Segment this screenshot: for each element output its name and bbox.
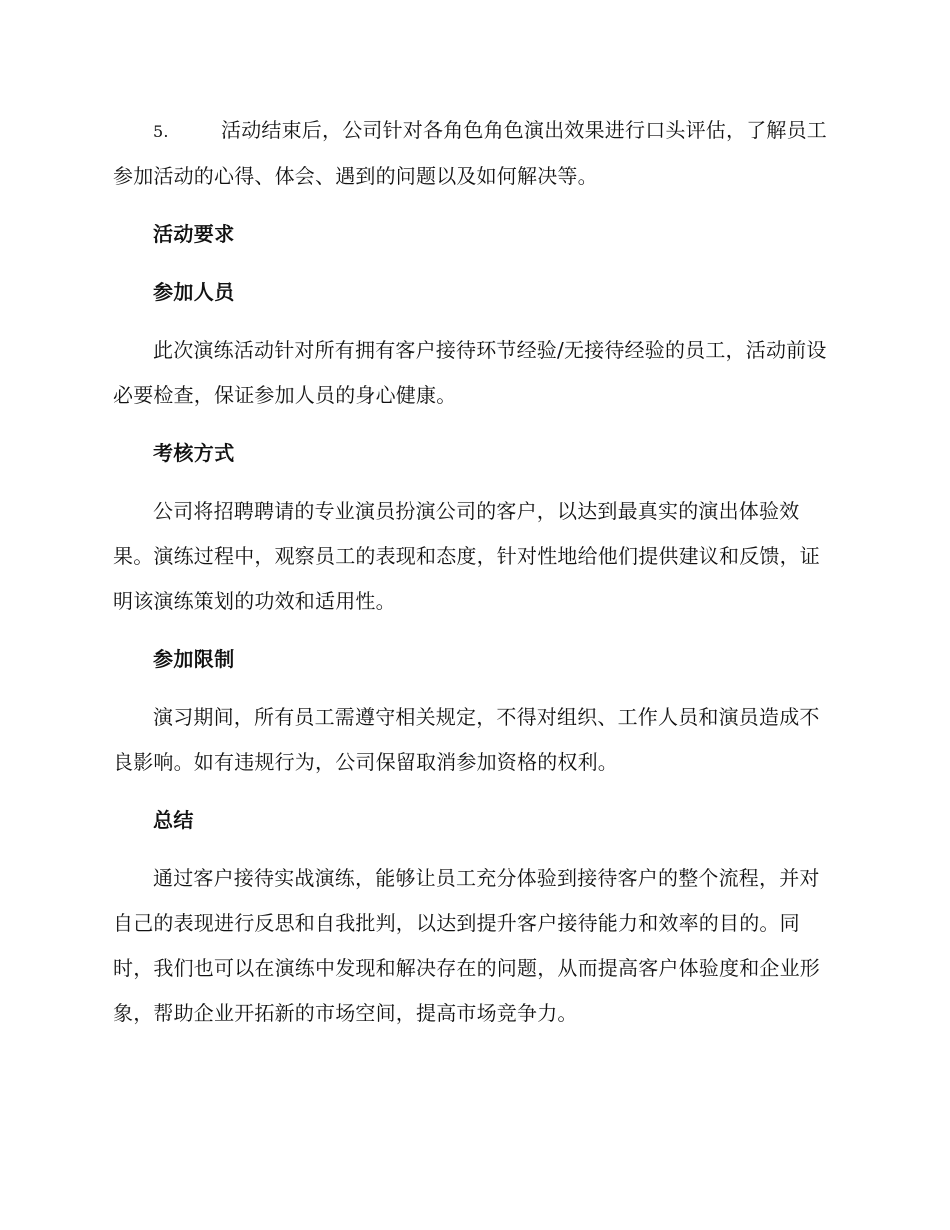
paragraph-restrictions: 演习期间，所有员工需遵守相关规定，不得对组织、工作人员和演员造成不良影响。如有违规行为，公司保留取消参加资格的权利。 (113, 705, 820, 774)
paragraph-participants: 此次演练活动针对所有拥有客户接待环节经验/无接待经验的员工，活动前设必要检查，保证参加人员的身心健康。 (113, 338, 827, 407)
heading-summary: 总结 (153, 808, 194, 832)
heading-restrictions: 参加限制 (153, 647, 235, 671)
list-item-5 (113, 108, 835, 199)
list-number: 5. (153, 122, 169, 141)
paragraph-assessment: 公司将招聘聘请的专业演员扮演公司的客户，以达到最真实的演出体验效果。演练过程中，观察员工的表现和态度，针对性地给他们提供建议和反馈，证明该演练策划的功效和适用性。 (113, 499, 820, 613)
paragraph-summary: 通过客户接待实战演练，能够让员工充分体验到接待客户的整个流程，并对自己的表现进行反思和自我批判，以达到提升客户接待能力和效率的目的。同时，我们也可以在演练中发现和解决存在的问题，从而提高客户体验度和企业形象，帮助企业开拓新的市场空间，提高市场竞争力。 (113, 866, 820, 1025)
heading-assessment: 考核方式 (153, 441, 235, 465)
heading-participants: 参加人员 (153, 280, 235, 304)
document-page (113, 108, 835, 1036)
heading-requirements: 活动要求 (153, 222, 235, 246)
list-item-text: 活动结束后，公司针对各角色角色演出效果进行口头评估，了解员工参加活动的心得、体会、遇到的问题以及如何解决等。 (113, 118, 827, 188)
